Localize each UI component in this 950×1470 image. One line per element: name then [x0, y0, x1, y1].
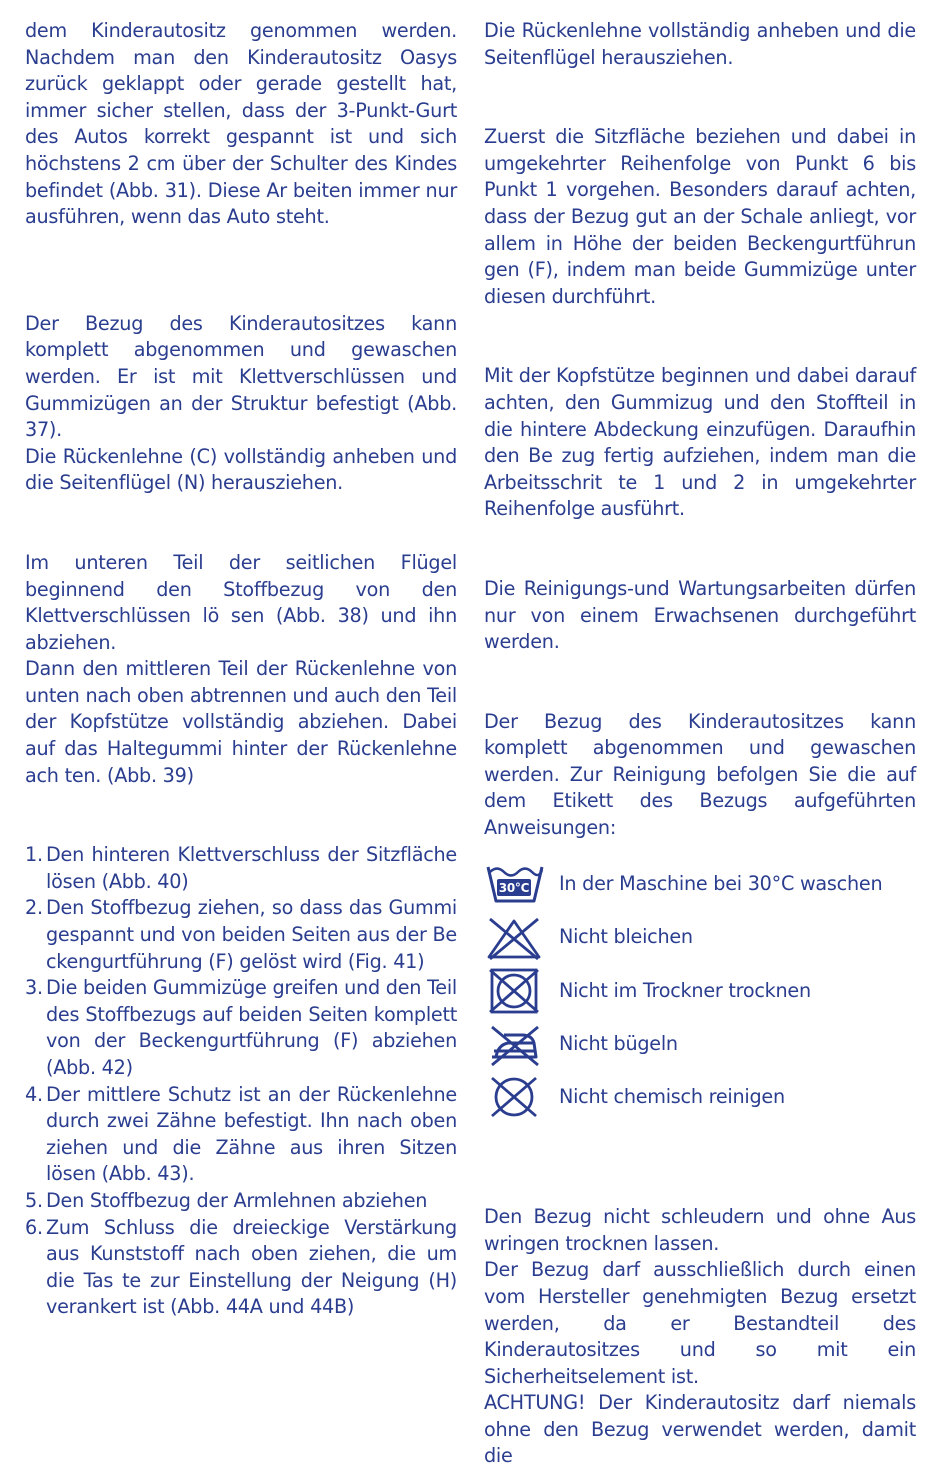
no-iron-icon: [484, 1020, 544, 1068]
list-item: 5. Den Stoffbezug der Armlehnen abziehen: [25, 1188, 428, 1212]
paragraph-replacement-cover: Der Bezug darf ausschließlich durch einen vom Hersteller genehmigten Bezug ersetzt werden, da er Bestandteil des Kinderautositzes und so mit ein Sicherheitselement ist.: [484, 1258, 916, 1388]
paragraph-backrest-lift: Die Rückenlehne (C) vollständig anheben und die Seitenflügel (N) herausziehen.: [25, 444, 457, 495]
care-row-dryclean: [484, 1071, 916, 1124]
list-item: 6. Zum Schluss die dreieckige Verstärkung aus Kunststoff nach oben ziehen, die um die Tas te zur Einstellung der Neigung (H) verankert ist (Abb. 44A und 44B): [25, 1215, 457, 1319]
care-row-iron: [484, 1018, 916, 1071]
paragraph-cover-removable: Der Bezug des Kinderautositzes kann komplett abgenommen und gewaschen werden. Er ist mit Klettverschlüssen und Gummizügen an der Struktur befestigt (Abb. 37).: [25, 311, 457, 442]
right-column: [484, 18, 916, 1470]
care-symbols-list: [484, 858, 916, 1124]
care-label: In der Maschine bei 30°C waschen: [559, 872, 883, 895]
wash-temperature-badge: 30°C: [498, 881, 530, 896]
care-row-tumble: [484, 964, 916, 1017]
left-column: [25, 18, 457, 1321]
care-label: Nicht bleichen: [559, 925, 693, 949]
no-bleach-icon: [484, 914, 544, 962]
no-tumble-dry-icon: [484, 967, 544, 1015]
list-item: 2. Den Stoffbezug ziehen, so dass das Gummi gespannt und von beiden Seiten aus der Be ckengurtführung (F) gelöst wird (Fig. 41): [25, 896, 457, 973]
paragraph-adult-only: Die Reinigungs-und Wartungsarbeiten dürfen nur von einem Erwachsenen durchgeführt werden.: [484, 576, 916, 654]
wash-30-icon: [484, 860, 544, 908]
paragraph-side-wings: Im unteren Teil der seitlichen Flügel beginnend den Stoffbezug von den Klettverschlüssen lö sen (Abb. 38) und ihn abziehen.: [25, 550, 457, 654]
paragraph-warning: ACHTUNG! Der Kinderautositz darf niemals ohne den Bezug verwendet werden, damit die: [484, 1391, 916, 1468]
paragraph-backrest-raise: Die Rückenlehne vollständig anheben und die Seitenflügel herausziehen.: [484, 19, 916, 69]
paragraph-washing-instructions: Der Bezug des Kinderautositzes kann komplett abgenommen und gewaschen werden. Zur Reinigung befolgen Sie die auf dem Etikett des Bezugs aufgeführten Anweisungen:: [484, 709, 916, 840]
care-label: Nicht im Trockner trocknen: [559, 978, 811, 1002]
care-label: Nicht chemisch reinigen: [559, 1085, 785, 1109]
paragraph-backrest-middle: Dann den mittleren Teil der Rückenlehne von unten nach oben abtrennen und auch den Teil der Kopfstütze vollständig abziehen. Dabei auf das Haltegummi hinter der Rückenlehne ach ten. (Abb. 39): [25, 657, 457, 787]
no-dry-clean-icon: [484, 1073, 544, 1121]
paragraph-reassemble-seat: Zuerst die Sitzfläche beziehen und dabei in umgekehrter Reihenfolge von Punkt 6 bis Punkt 1 vorgehen. Besonders darauf achten, dass der Bezug gut an der Schale anliegt, vor allem in Höhe der beiden Beckengurtführun gen (F), indem man beide Gummizüge unter diesen durchführt.: [484, 125, 916, 308]
care-row-wash: [484, 858, 916, 911]
paragraph-no-spin: Den Bezug nicht schleudern und ohne Aus wringen trocknen lassen.: [484, 1205, 916, 1255]
removal-steps-list: [25, 842, 457, 1321]
care-row-bleach: [484, 911, 916, 964]
list-item: 1. Den hinteren Klettverschluss der Sitzfläche lösen (Abb. 40): [25, 843, 457, 893]
paragraph-headrest: Mit der Kopfstütze beginnen und dabei darauf achten, den Gummizug und den Stoffteil in die hintere Abdeckung einzufügen. Daraufhin den Be zug fertig aufziehen, indem man die Arbeitsschrit te 1 und 2 in umgekehrter Reihenfolge ausführt.: [484, 364, 916, 521]
list-item: 4. Der mittlere Schutz ist an der Rückenlehne durch zwei Zähne befestigt. Ihn nach oben ziehen und die Zähne aus ihren Sitzen lösen (Abb. 43).: [25, 1082, 457, 1186]
list-item: 3. Die beiden Gummizüge greifen und den Teil des Stoffbezugs auf beiden Seiten komplett von der Beckengurtführung (F) abziehen (Abb. 42): [25, 976, 457, 1079]
paragraph-seat-adjust: dem Kinderautositz genommen werden. Nachdem man den Kinderautositz Oasys zurück geklappt oder gerade gestellt hat, immer sicher stellen, dass der 3-Punkt-Gurt des Autos korrekt gespannt ist und sich höchstens 2 cm über der Schulter des Kindes befindet (Abb. 31). Diese Ar beiten immer nur ausführen, wenn das Auto steht.: [25, 19, 457, 229]
care-label: Nicht bügeln: [559, 1031, 678, 1055]
